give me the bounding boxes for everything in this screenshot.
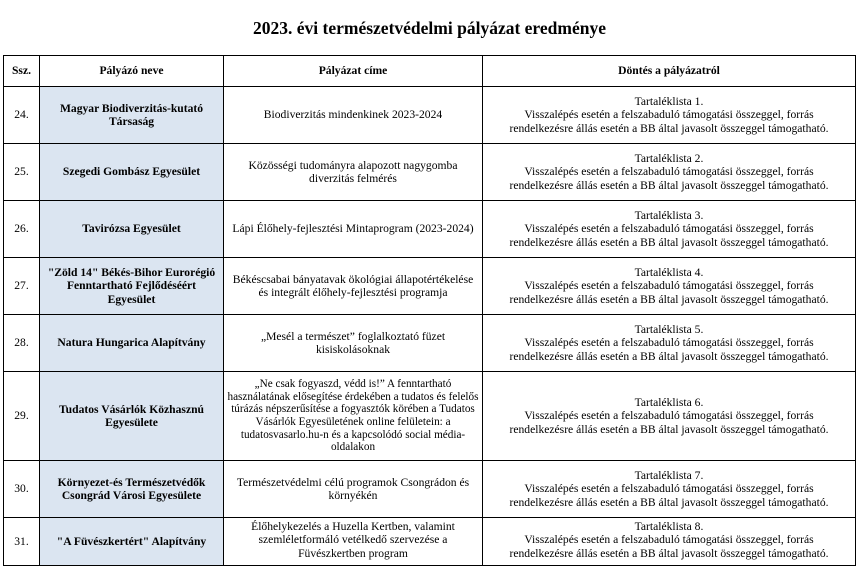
project-title: „Mesél a természet” foglalkoztató füzet kisiskolásoknak xyxy=(224,315,483,372)
decision-cell xyxy=(483,201,856,258)
decision-line: Visszalépés esetén a felszabaduló támogatási összeggel, forrás xyxy=(524,108,814,122)
decision-line: rendelkezésre állás esetén a BB által javasolt összeggel támogatható. xyxy=(509,178,829,192)
row-number: 30. xyxy=(4,461,40,518)
applicant-name: Környezet-és Természetvédők Csongrád Városi Egyesülete xyxy=(40,461,224,518)
decision-cell xyxy=(483,258,856,315)
project-title: Lápi Élőhely-fejlesztési Mintaprogram (2023-2024) xyxy=(224,201,483,258)
header-ssz: Ssz. xyxy=(4,56,40,87)
row-number: 29. xyxy=(4,372,40,461)
table-row xyxy=(4,258,856,315)
decision-line: Visszalépés esetén a felszabaduló támogatási összeggel, forrás xyxy=(524,279,814,293)
decision-line: Visszalépés esetén a felszabaduló támogatási összeggel, forrás xyxy=(524,336,814,350)
results-table xyxy=(3,55,856,566)
decision-line: rendelkezésre állás esetén a BB által javasolt összeggel támogatható. xyxy=(509,546,829,560)
applicant-name: Tavirózsa Egyesület xyxy=(40,201,224,258)
decision-line: rendelkezésre állás esetén a BB által javasolt összeggel támogatható. xyxy=(509,235,829,249)
applicant-name: "Zöld 14" Békés-Bihor Eurorégió Fenntartható Fejlődéséért Egyesület xyxy=(40,258,224,315)
applicant-name: "A Füvészkertért" Alapítvány xyxy=(40,518,224,566)
decision-line: Visszalépés esetén a felszabaduló támogatási összeggel, forrás xyxy=(524,222,814,236)
decision-line: Tartaléklista 3. xyxy=(634,208,704,222)
decision-cell xyxy=(483,461,856,518)
decision-line: Tartaléklista 4. xyxy=(634,265,704,279)
decision-cell xyxy=(483,315,856,372)
table-row xyxy=(4,372,856,461)
decision-line: rendelkezésre állás esetén a BB által javasolt összeggel támogatható. xyxy=(509,422,829,436)
decision-cell xyxy=(483,518,856,566)
table-row xyxy=(4,315,856,372)
table-row xyxy=(4,461,856,518)
applicant-name: Szegedi Gombász Egyesület xyxy=(40,144,224,201)
decision-line: Visszalépés esetén a felszabaduló támogatási összeggel, forrás xyxy=(524,533,814,547)
project-title: Élőhelykezelés a Huzella Kertben, valamint szemléletformáló vetélkedő szervezése a Füvészkertben program xyxy=(224,518,483,566)
table-row xyxy=(4,144,856,201)
table-row xyxy=(4,201,856,258)
decision-line: Tartaléklista 5. xyxy=(634,322,704,336)
row-number: 28. xyxy=(4,315,40,372)
decision-line: Tartaléklista 7. xyxy=(634,468,704,482)
table-header-row xyxy=(4,56,856,87)
header-project-title: Pályázat címe xyxy=(224,56,483,87)
decision-cell xyxy=(483,87,856,144)
row-number: 24. xyxy=(4,87,40,144)
decision-line: Tartaléklista 1. xyxy=(634,94,704,108)
page-title: 2023. évi természetvédelmi pályázat eredménye xyxy=(253,18,606,38)
decision-line: Tartaléklista 2. xyxy=(634,151,704,165)
decision-cell xyxy=(483,372,856,461)
decision-cell xyxy=(483,144,856,201)
table-row xyxy=(4,87,856,144)
table-row xyxy=(4,518,856,566)
header-decision: Döntés a pályázatról xyxy=(483,56,856,87)
decision-line: rendelkezésre állás esetén a BB által javasolt összeggel támogatható. xyxy=(509,121,829,135)
applicant-name: Natura Hungarica Alapítvány xyxy=(40,315,224,372)
project-title: „Ne csak fogyaszd, védd is!” A fenntartható használatának elősegítése érdekében a tudatos és felelős túrázás népszerűsítése a fogyasztók körében a Tudatos Vásárlók Egyesületének online felületein: a tudatosvasarlo.hu-n és a kapcsolódó social média-oldalakon xyxy=(224,372,483,461)
project-title: Közösségi tudományra alapozott nagygomba diverzitás felmérés xyxy=(224,144,483,201)
project-title: Természetvédelmi célú programok Csongrádon és környékén xyxy=(224,461,483,518)
header-applicant: Pályázó neve xyxy=(40,56,224,87)
decision-line: Visszalépés esetén a felszabaduló támogatási összeggel, forrás xyxy=(524,409,814,423)
project-title: Biodiverzitás mindenkinek 2023-2024 xyxy=(224,87,483,144)
decision-line: rendelkezésre állás esetén a BB által javasolt összeggel támogatható. xyxy=(509,495,829,509)
decision-line: rendelkezésre állás esetén a BB által javasolt összeggel támogatható. xyxy=(509,292,829,306)
project-title: Békéscsabai bányatavak ökológiai állapotértékelése és integrált élőhely-fejlesztési programja xyxy=(224,258,483,315)
applicant-name: Tudatos Vásárlók Közhasznú Egyesülete xyxy=(40,372,224,461)
decision-line: Tartaléklista 6. xyxy=(634,395,704,409)
applicant-name: Magyar Biodiverzitás-kutató Társaság xyxy=(40,87,224,144)
row-number: 26. xyxy=(4,201,40,258)
decision-line: Tartaléklista 8. xyxy=(634,520,704,533)
decision-line: Visszalépés esetén a felszabaduló támogatási összeggel, forrás xyxy=(524,482,814,496)
row-number: 25. xyxy=(4,144,40,201)
decision-line: Visszalépés esetén a felszabaduló támogatási összeggel, forrás xyxy=(524,165,814,179)
row-number: 27. xyxy=(4,258,40,315)
row-number: 31. xyxy=(4,518,40,566)
decision-line: rendelkezésre állás esetén a BB által javasolt összeggel támogatható. xyxy=(509,349,829,363)
